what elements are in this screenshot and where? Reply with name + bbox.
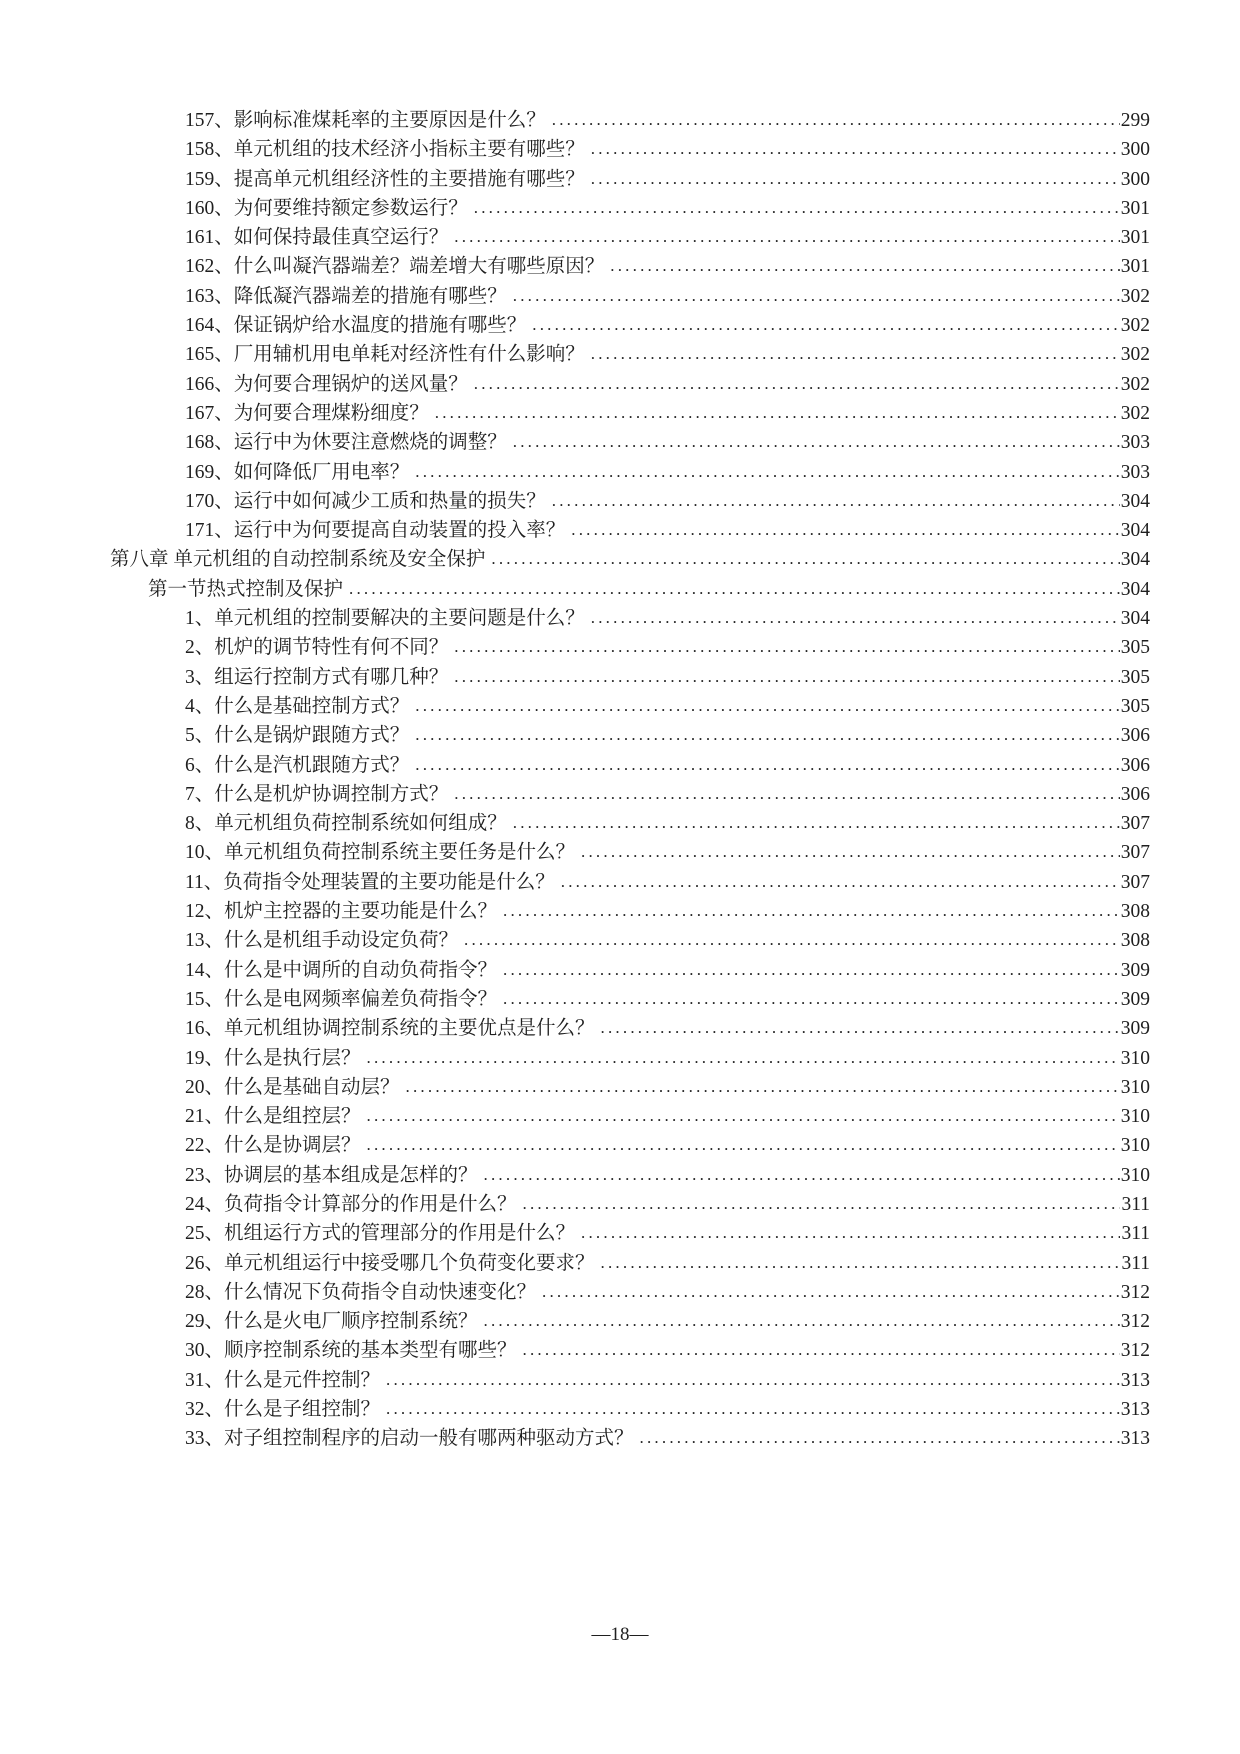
toc-entry-page: 305 <box>1120 695 1150 717</box>
dot-leader <box>601 1248 1121 1277</box>
toc-entry-page: 311 <box>1121 1223 1150 1245</box>
toc-entry-page: 311 <box>1121 1252 1150 1274</box>
toc-entry-label: 7、什么是机炉协调控制方式？ <box>185 783 449 805</box>
toc-entry-label: 19、什么是执行层？ <box>185 1047 361 1069</box>
toc-entry-label: 5、什么是锅炉跟随方式？ <box>185 725 410 747</box>
toc-entry-page: 303 <box>1120 432 1150 454</box>
toc-entry-page: 313 <box>1120 1369 1150 1391</box>
dot-leader <box>415 750 1119 779</box>
toc-entry <box>110 897 1150 926</box>
toc-entry <box>110 545 1150 574</box>
dot-leader <box>367 1130 1120 1159</box>
dot-leader <box>523 1335 1120 1364</box>
toc-entry-page: 301 <box>1120 197 1150 219</box>
toc-entry-page: 301 <box>1120 256 1150 278</box>
toc-entry-page: 303 <box>1120 461 1150 483</box>
toc-entry-page: 310 <box>1120 1076 1150 1098</box>
toc-entry-label: 171、运行中为何要提高自动装置的投入率？ <box>185 520 566 542</box>
toc-entry-page: 301 <box>1120 227 1150 249</box>
toc-entry <box>110 399 1150 428</box>
toc-entry-page: 313 <box>1120 1428 1150 1450</box>
toc-entry-label: 32、什么是子组控制？ <box>185 1399 381 1421</box>
dot-leader <box>552 486 1120 515</box>
dot-leader <box>474 369 1120 398</box>
dot-leader <box>367 1101 1120 1130</box>
toc-entry-page: 306 <box>1120 754 1150 776</box>
dot-leader <box>513 808 1120 837</box>
toc-entry <box>110 1336 1150 1365</box>
toc-entry-page: 302 <box>1120 315 1150 337</box>
toc-entry <box>110 106 1150 135</box>
toc-entry-label: 12、机炉主控器的主要功能是什么？ <box>185 901 498 923</box>
toc-entry-page: 307 <box>1120 842 1150 864</box>
dot-leader <box>561 867 1120 896</box>
toc-entry <box>110 487 1150 516</box>
toc-entry <box>110 663 1150 692</box>
toc-entry <box>110 1102 1150 1131</box>
toc-entry <box>110 340 1150 369</box>
dot-leader <box>503 984 1120 1013</box>
toc-entry-label: 2、机炉的调节特性有何不同？ <box>185 637 449 659</box>
toc-entry-page: 310 <box>1120 1106 1150 1128</box>
toc-entry-label: 29、什么是火电厂顺序控制系统？ <box>185 1311 478 1333</box>
toc-entry-page: 308 <box>1120 901 1150 923</box>
toc-entry <box>110 1424 1150 1453</box>
toc-entry-page: 306 <box>1120 725 1150 747</box>
toc-entry-label: 10、单元机组负荷控制系统主要任务是什么？ <box>185 842 576 864</box>
toc-entry <box>110 1044 1150 1073</box>
toc-entry <box>110 956 1150 985</box>
toc-entry-label: 30、顺序控制系统的基本类型有哪些？ <box>185 1340 517 1362</box>
toc-entry-label: 21、什么是组控层？ <box>185 1106 361 1128</box>
toc-entry-page: 306 <box>1120 783 1150 805</box>
toc-entry-label: 第八章 单元机组的自动控制系统及安全保护 <box>110 549 486 571</box>
toc-entry-label: 8、单元机组负荷控制系统如何组成？ <box>185 813 507 835</box>
toc-entry <box>110 868 1150 897</box>
dot-leader <box>581 1218 1120 1247</box>
toc-entry-page: 312 <box>1120 1281 1150 1303</box>
toc-entry <box>110 428 1150 457</box>
toc-entry-label: 25、机组运行方式的管理部分的作用是什么？ <box>185 1223 576 1245</box>
dot-leader <box>484 1306 1120 1335</box>
toc-entry-page: 304 <box>1120 490 1150 512</box>
toc-entry <box>110 985 1150 1014</box>
toc-entry <box>110 252 1150 281</box>
toc-entry-label: 16、单元机组协调控制系统的主要优点是什么？ <box>185 1018 595 1040</box>
toc-entry <box>110 575 1150 604</box>
toc-entry <box>110 165 1150 194</box>
toc-entry-label: 165、厂用辅机用电单耗对经济性有什么影响？ <box>185 344 585 366</box>
toc-entry <box>110 1307 1150 1336</box>
toc-entry-page: 304 <box>1120 520 1150 542</box>
toc-entry-label: 163、降低凝汽器端差的措施有哪些？ <box>185 285 507 307</box>
toc-entry-label: 26、单元机组运行中接受哪几个负荷变化要求？ <box>185 1252 595 1274</box>
toc-entry-label: 15、什么是电网频率偏差负荷指令？ <box>185 988 498 1010</box>
toc-entry <box>110 809 1150 838</box>
dot-leader <box>474 193 1120 222</box>
toc-entry <box>110 838 1150 867</box>
toc-entry <box>110 1395 1150 1424</box>
dot-leader <box>464 925 1120 954</box>
toc-entry <box>110 692 1150 721</box>
dot-leader <box>367 1043 1120 1072</box>
page-number-footer: —18— <box>591 1623 649 1645</box>
toc-entry-label: 31、什么是元件控制？ <box>185 1369 381 1391</box>
toc-entry-page: 305 <box>1120 637 1150 659</box>
toc-entry-page: 305 <box>1120 666 1150 688</box>
dot-leader <box>503 955 1120 984</box>
toc-entry-label: 1、单元机组的控制要解决的主要问题是什么？ <box>185 608 585 630</box>
toc-entry-label: 第一节热式控制及保护 <box>148 578 344 600</box>
toc-entry-page: 311 <box>1121 1193 1150 1215</box>
dot-leader <box>435 398 1120 427</box>
toc-entry <box>110 1131 1150 1160</box>
dot-leader <box>386 1365 1120 1394</box>
toc-entry-page: 310 <box>1120 1135 1150 1157</box>
toc-entry-label: 158、单元机组的技术经济小指标主要有哪些？ <box>185 139 585 161</box>
toc-entry <box>110 135 1150 164</box>
dot-leader <box>640 1423 1120 1452</box>
dot-leader <box>591 603 1120 632</box>
toc-entry-label: 157、影响标准煤耗率的主要原因是什么？ <box>185 110 546 131</box>
dot-leader <box>454 779 1119 808</box>
toc-entry-page: 302 <box>1120 402 1150 424</box>
dot-leader <box>503 896 1120 925</box>
toc-entry <box>110 604 1150 633</box>
dot-leader <box>552 105 1120 134</box>
dot-leader <box>532 310 1119 339</box>
dot-leader <box>523 1189 1121 1218</box>
toc-entry-page: 312 <box>1120 1340 1150 1362</box>
toc-entry <box>110 1073 1150 1102</box>
toc-entry-page: 300 <box>1120 168 1150 190</box>
toc-entry-label: 3、组运行控制方式有哪几种？ <box>185 666 449 688</box>
toc-entry <box>110 1219 1150 1248</box>
toc-entry-label: 162、什么叫凝汽器端差？端差增大有哪些原因？ <box>185 256 605 278</box>
dot-leader <box>454 662 1119 691</box>
toc-entry-label: 169、如何降低厂用电率？ <box>185 461 410 483</box>
toc-entry-label: 33、对子组控制程序的启动一般有哪两种驱动方式？ <box>185 1428 634 1450</box>
dot-leader <box>591 134 1120 163</box>
toc-entry-label: 159、提高单元机组经济性的主要措施有哪些？ <box>185 168 585 190</box>
table-of-contents <box>0 106 1240 1454</box>
dot-leader <box>542 1277 1120 1306</box>
toc-entry-label: 14、什么是中调所的自动负荷指令？ <box>185 959 498 981</box>
toc-entry-label: 22、什么是协调层？ <box>185 1135 361 1157</box>
toc-entry-page: 309 <box>1120 959 1150 981</box>
toc-entry <box>110 223 1150 252</box>
toc-entry-label: 13、什么是机组手动设定负荷？ <box>185 930 459 952</box>
toc-entry-page: 307 <box>1120 871 1150 893</box>
toc-entry-page: 310 <box>1120 1047 1150 1069</box>
toc-entry <box>110 1161 1150 1190</box>
toc-entry <box>110 1249 1150 1278</box>
toc-entry-page: 300 <box>1120 139 1150 161</box>
toc-entry <box>110 370 1150 399</box>
dot-leader <box>591 164 1120 193</box>
dot-leader <box>349 574 1120 603</box>
toc-entry-page: 308 <box>1120 930 1150 952</box>
dot-leader <box>406 1072 1120 1101</box>
toc-entry-page: 310 <box>1120 1164 1150 1186</box>
toc-entry <box>110 721 1150 750</box>
toc-entry <box>110 458 1150 487</box>
dot-leader <box>571 515 1119 544</box>
toc-entry-label: 164、保证锅炉给水温度的措施有哪些？ <box>185 315 527 337</box>
dot-leader <box>454 632 1119 661</box>
dot-leader <box>386 1394 1120 1423</box>
dot-leader <box>513 427 1120 456</box>
toc-entry-page: 299 <box>1120 110 1150 131</box>
dot-leader <box>581 837 1120 866</box>
toc-entry <box>110 282 1150 311</box>
toc-entry <box>110 1014 1150 1043</box>
toc-entry <box>110 633 1150 662</box>
toc-entry-page: 309 <box>1120 1018 1150 1040</box>
toc-entry-page: 302 <box>1120 373 1150 395</box>
dot-leader <box>415 457 1119 486</box>
dot-leader <box>415 720 1119 749</box>
dot-leader <box>491 544 1119 573</box>
toc-entry-label: 168、运行中为休要注意燃烧的调整？ <box>185 432 507 454</box>
toc-entry-page: 307 <box>1120 813 1150 835</box>
toc-entry-label: 11、负荷指令处理装置的主要功能是什么？ <box>185 871 555 893</box>
toc-entry-label: 24、负荷指令计算部分的作用是什么？ <box>185 1193 517 1215</box>
toc-entry <box>110 1366 1150 1395</box>
dot-leader <box>610 251 1119 280</box>
toc-entry <box>110 780 1150 809</box>
toc-entry <box>110 751 1150 780</box>
toc-entry-label: 20、什么是基础自动层？ <box>185 1076 400 1098</box>
toc-entry-page: 304 <box>1120 578 1150 600</box>
toc-entry-page: 302 <box>1120 344 1150 366</box>
toc-entry <box>110 194 1150 223</box>
dot-leader <box>601 1013 1120 1042</box>
toc-entry-label: 6、什么是汽机跟随方式？ <box>185 754 410 776</box>
toc-entry <box>110 1190 1150 1219</box>
toc-entry-label: 4、什么是基础控制方式？ <box>185 695 410 717</box>
dot-leader <box>415 691 1119 720</box>
toc-entry-label: 161、如何保持最佳真空运行？ <box>185 227 449 249</box>
dot-leader <box>484 1160 1120 1189</box>
toc-entry-label: 167、为何要合理煤粉细度？ <box>185 402 429 424</box>
toc-entry-page: 312 <box>1120 1311 1150 1333</box>
dot-leader <box>591 339 1120 368</box>
toc-entry-page: 304 <box>1120 549 1150 571</box>
dot-leader <box>513 281 1120 310</box>
toc-entry-page: 313 <box>1120 1399 1150 1421</box>
toc-entry-label: 160、为何要维持额定参数运行？ <box>185 197 468 219</box>
toc-entry-label: 28、什么情况下负荷指令自动快速变化？ <box>185 1281 537 1303</box>
toc-entry-page: 309 <box>1120 988 1150 1010</box>
toc-entry <box>110 311 1150 340</box>
toc-entry-label: 23、协调层的基本组成是怎样的？ <box>185 1164 478 1186</box>
toc-entry <box>110 516 1150 545</box>
toc-entry-label: 170、运行中如何减少工质和热量的损失？ <box>185 490 546 512</box>
toc-entry-page: 302 <box>1120 285 1150 307</box>
dot-leader <box>454 222 1119 251</box>
toc-entry <box>110 926 1150 955</box>
toc-entry-label: 166、为何要合理锅炉的送风量？ <box>185 373 468 395</box>
toc-entry <box>110 1278 1150 1307</box>
toc-entry-page: 304 <box>1120 608 1150 630</box>
